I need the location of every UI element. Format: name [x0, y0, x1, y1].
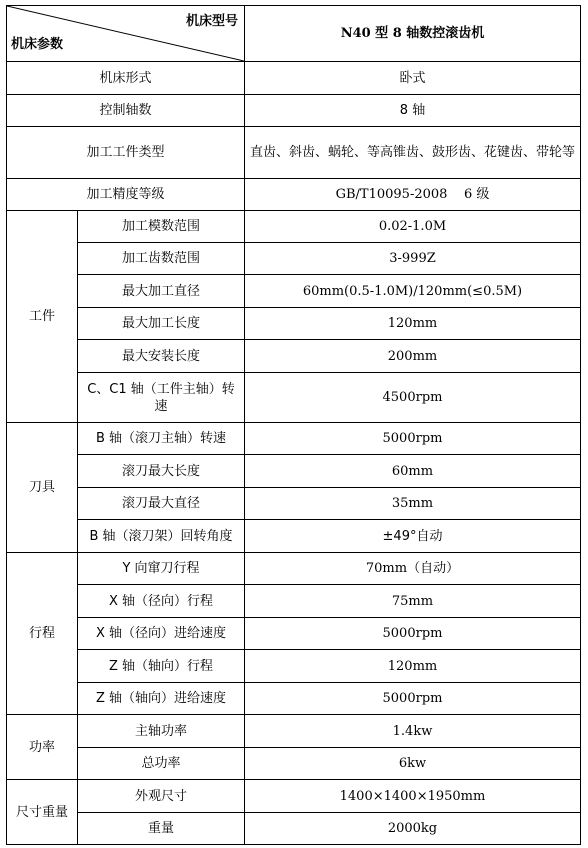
row-label: 加工工件类型 [7, 127, 245, 179]
row-label: 外观尺寸 [78, 780, 245, 813]
row-value: ±49°自动 [245, 520, 581, 553]
row-label: 控制轴数 [7, 95, 245, 127]
machine-model-label: 机床型号 [185, 14, 238, 29]
table-row [7, 780, 581, 813]
row-value: 5000rpm [245, 423, 581, 455]
table-row [7, 62, 581, 95]
row-value: 0.02-1.0M [245, 211, 581, 243]
row-label: 滚刀最大长度 [78, 455, 245, 488]
table-row [7, 748, 581, 780]
model-title: N40 型 8 轴数控滚齿机 [245, 6, 581, 62]
table-row [7, 650, 581, 683]
machine-spec-table [6, 5, 581, 845]
row-value: 3-999Z [245, 243, 581, 275]
row-value: 6kw [245, 748, 581, 780]
row-label: C、C1 轴（工件主轴）转速 [78, 373, 245, 423]
table-row [7, 423, 581, 455]
row-label: 滚刀最大直径 [78, 488, 245, 520]
row-value: 1400×1400×1950mm [245, 780, 581, 813]
table-row [7, 683, 581, 715]
header-corner-cell [7, 6, 245, 62]
row-value: 5000rpm [245, 683, 581, 715]
row-value: 5000rpm [245, 618, 581, 650]
row-value: 1.4kw [245, 715, 581, 748]
table-row [7, 127, 581, 179]
row-value: 120mm [245, 650, 581, 683]
group-label-workpiece: 工件 [7, 211, 78, 423]
row-label: 重量 [78, 813, 245, 845]
row-label: X 轴（径向）行程 [78, 585, 245, 618]
table-row [7, 813, 581, 845]
table-row [7, 95, 581, 127]
table-row [7, 243, 581, 275]
row-label: 加工齿数范围 [78, 243, 245, 275]
group-label-size-weight: 尺寸重量 [7, 780, 78, 845]
table-row [7, 308, 581, 340]
table-row [7, 211, 581, 243]
row-label: B 轴（滚刀主轴）转速 [78, 423, 245, 455]
row-value: 35mm [245, 488, 581, 520]
row-value: 120mm [245, 308, 581, 340]
row-value: 60mm(0.5-1.0M)/120mm(≤0.5M) [245, 275, 581, 308]
row-label: 最大安装长度 [78, 340, 245, 373]
row-value: 60mm [245, 455, 581, 488]
table-row [7, 488, 581, 520]
row-label: Y 向窜刀行程 [78, 553, 245, 585]
header-row [7, 6, 581, 62]
row-label: 最大加工直径 [78, 275, 245, 308]
row-value: 75mm [245, 585, 581, 618]
table-row [7, 275, 581, 308]
row-value: GB/T10095-2008 6 级 [245, 179, 581, 211]
machine-params-label: 机床参数 [11, 37, 64, 52]
table-row [7, 340, 581, 373]
row-label: 主轴功率 [78, 715, 245, 748]
table-row [7, 618, 581, 650]
row-label: Z 轴（轴向）进给速度 [78, 683, 245, 715]
row-value: 直齿、斜齿、蜗轮、等高锥齿、鼓形齿、花键齿、带轮等 [245, 127, 581, 179]
group-label-tool: 刀具 [7, 423, 78, 553]
row-label: 总功率 [78, 748, 245, 780]
row-value: 2000kg [245, 813, 581, 845]
row-value: 4500rpm [245, 373, 581, 423]
table-row [7, 715, 581, 748]
row-value: 8 轴 [245, 95, 581, 127]
row-label: 最大加工长度 [78, 308, 245, 340]
table-row [7, 553, 581, 585]
group-label-power: 功率 [7, 715, 78, 780]
row-label: 加工精度等级 [7, 179, 245, 211]
row-label: 加工模数范围 [78, 211, 245, 243]
table-row [7, 179, 581, 211]
table-row [7, 585, 581, 618]
row-value: 卧式 [245, 62, 581, 95]
row-value: 200mm [245, 340, 581, 373]
row-value: 70mm（自动） [245, 553, 581, 585]
row-label: B 轴（滚刀架）回转角度 [78, 520, 245, 553]
row-label: X 轴（径向）进给速度 [78, 618, 245, 650]
table-row [7, 455, 581, 488]
row-label: Z 轴（轴向）行程 [78, 650, 245, 683]
row-label: 机床形式 [7, 62, 245, 95]
table-row [7, 373, 581, 423]
group-label-travel: 行程 [7, 553, 78, 715]
table-row [7, 520, 581, 553]
